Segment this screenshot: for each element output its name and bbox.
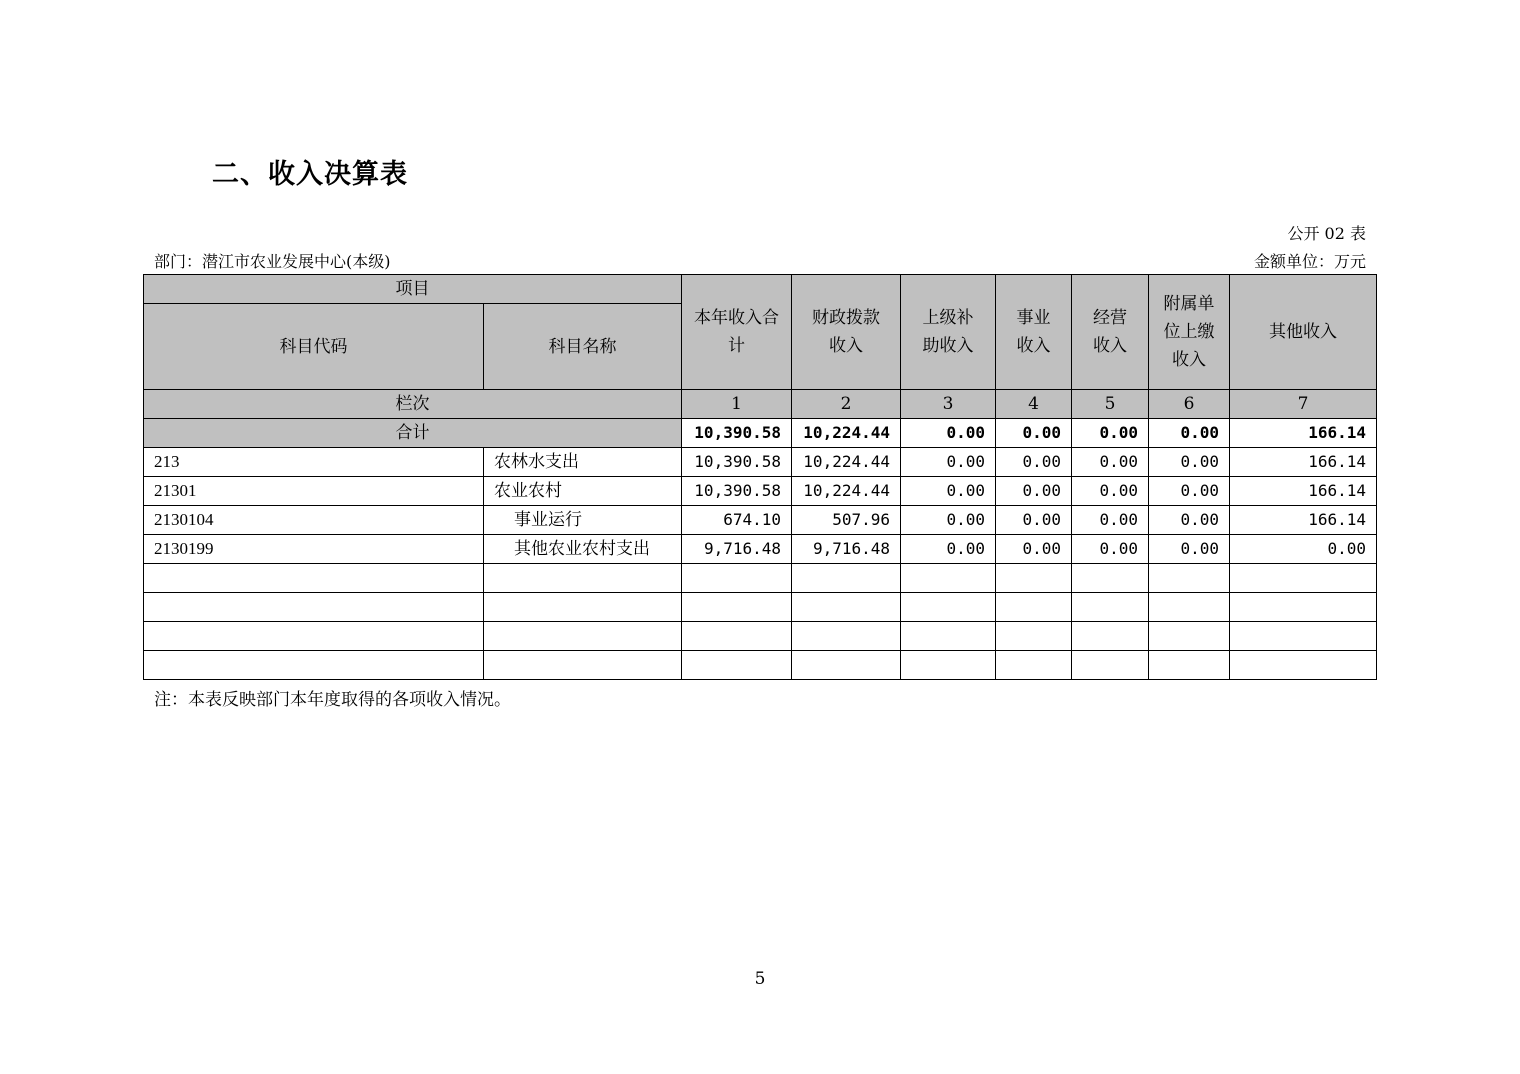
header-operating-income: 经营收入 xyxy=(1072,275,1149,390)
table-note: 注：本表反映部门本年度取得的各项收入情况。 xyxy=(154,690,511,710)
column-index-label: 栏次 xyxy=(144,390,682,419)
page-title: 二、收入决算表 xyxy=(212,159,408,190)
amount-cell: 674.10 xyxy=(682,506,792,535)
empty-row xyxy=(144,622,1377,651)
total-row xyxy=(144,419,1377,448)
column-index-cell: 3 xyxy=(901,390,996,419)
amount-cell: 9,716.48 xyxy=(792,535,901,564)
header-superior-subsidy: 上级补助收入 xyxy=(901,275,996,390)
amount-cell: 10,390.58 xyxy=(682,477,792,506)
header-row-1 xyxy=(144,275,1377,304)
table-row xyxy=(144,506,1377,535)
amount-cell: 0.00 xyxy=(901,506,996,535)
amount-cell: 0.00 xyxy=(996,535,1072,564)
subject-name: 事业运行 xyxy=(484,506,682,535)
amount-cell: 9,716.48 xyxy=(682,535,792,564)
form-number: 公开 02 表 xyxy=(1287,224,1366,243)
amount-cell: 0.00 xyxy=(901,477,996,506)
total-value: 0.00 xyxy=(1149,419,1230,448)
amount-cell: 0.00 xyxy=(901,448,996,477)
empty-row xyxy=(144,651,1377,680)
header-business-income: 事业收入 xyxy=(996,275,1072,390)
amount-cell: 166.14 xyxy=(1230,477,1377,506)
amount-cell: 0.00 xyxy=(1149,506,1230,535)
amount-cell: 0.00 xyxy=(996,506,1072,535)
amount-cell: 10,224.44 xyxy=(792,448,901,477)
column-index-cell: 7 xyxy=(1230,390,1377,419)
amount-unit-label: 金额单位：万元 xyxy=(1253,252,1366,271)
header-other-income: 其他收入 xyxy=(1230,275,1377,390)
header-total-income: 本年收入合计 xyxy=(682,275,792,390)
header-affiliated-remittance: 附属单位上缴收入 xyxy=(1149,275,1230,390)
page-number: 5 xyxy=(754,969,766,989)
subject-name: 农业农村 xyxy=(484,477,682,506)
total-value: 0.00 xyxy=(901,419,996,448)
amount-cell: 0.00 xyxy=(1149,477,1230,506)
table-row xyxy=(144,477,1377,506)
column-index-cell: 5 xyxy=(1072,390,1149,419)
column-index-cell: 1 xyxy=(682,390,792,419)
subject-code: 213 xyxy=(144,448,484,477)
amount-cell: 0.00 xyxy=(996,448,1072,477)
total-value: 0.00 xyxy=(1072,419,1149,448)
amount-cell: 0.00 xyxy=(1149,448,1230,477)
table-row xyxy=(144,448,1377,477)
table-row xyxy=(144,535,1377,564)
total-value: 166.14 xyxy=(1230,419,1377,448)
amount-cell: 166.14 xyxy=(1230,448,1377,477)
total-value: 0.00 xyxy=(996,419,1072,448)
subject-code: 2130199 xyxy=(144,535,484,564)
amount-cell: 166.14 xyxy=(1230,506,1377,535)
column-index-cell: 6 xyxy=(1149,390,1230,419)
subject-name: 其他农业农村支出 xyxy=(484,535,682,564)
header-item: 项目 xyxy=(144,275,682,304)
total-value: 10,224.44 xyxy=(792,419,901,448)
income-final-accounts-table xyxy=(143,274,1377,680)
column-index-row xyxy=(144,390,1377,419)
subject-name: 农林水支出 xyxy=(484,448,682,477)
amount-cell: 0.00 xyxy=(1072,477,1149,506)
amount-cell: 0.00 xyxy=(1230,535,1377,564)
total-value: 10,390.58 xyxy=(682,419,792,448)
empty-row xyxy=(144,593,1377,622)
department-label: 部门：潜江市农业发展中心(本级) xyxy=(154,252,391,271)
amount-cell: 0.00 xyxy=(1149,535,1230,564)
amount-cell: 0.00 xyxy=(1072,535,1149,564)
amount-cell: 507.96 xyxy=(792,506,901,535)
total-label: 合计 xyxy=(144,419,682,448)
header-fiscal-appropriation: 财政拨款收入 xyxy=(792,275,901,390)
subject-code: 21301 xyxy=(144,477,484,506)
subject-code: 2130104 xyxy=(144,506,484,535)
amount-cell: 10,390.58 xyxy=(682,448,792,477)
header-subject-code: 科目代码 xyxy=(144,304,484,390)
column-index-cell: 4 xyxy=(996,390,1072,419)
empty-row xyxy=(144,564,1377,593)
amount-cell: 10,224.44 xyxy=(792,477,901,506)
amount-cell: 0.00 xyxy=(1072,506,1149,535)
amount-cell: 0.00 xyxy=(996,477,1072,506)
amount-cell: 0.00 xyxy=(901,535,996,564)
column-index-cell: 2 xyxy=(792,390,901,419)
header-subject-name: 科目名称 xyxy=(484,304,682,390)
amount-cell: 0.00 xyxy=(1072,448,1149,477)
